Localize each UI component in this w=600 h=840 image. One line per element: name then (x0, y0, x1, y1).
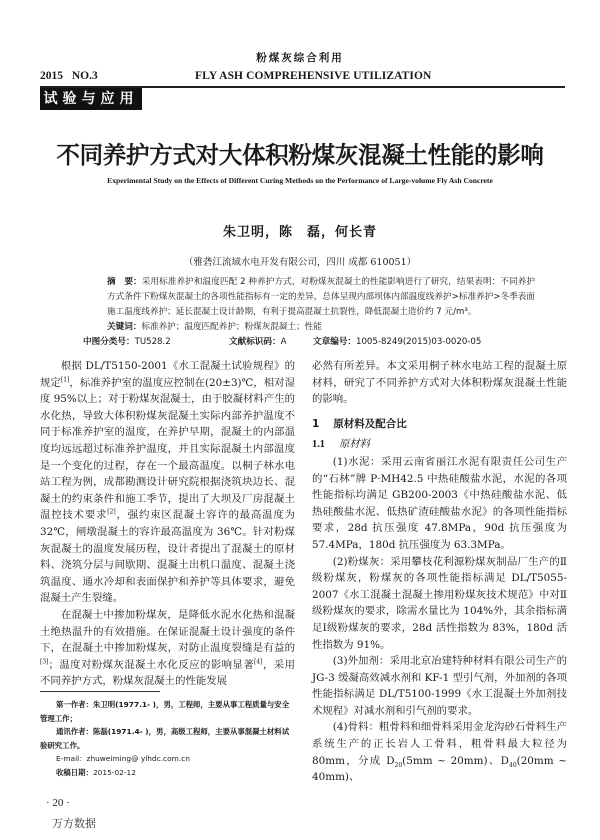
email[interactable]: E-mail：zhuweiming@ ylhdc.com.cn (56, 754, 190, 763)
paper-title-en: Experimental Study on the Effects of Different Curing Methods on the Performance of Large-volume Fly Ash Concrete (107, 176, 493, 185)
list-item-aggregate: (4)骨料：粗骨料和细骨料采用金龙沟砂石骨料生产系统生产的正长岩人工骨料，粗骨料最大粒径为 80mm，分成 $D_{20}(5mm$ ~ 20mm)、$D_{40}(20mm$ ~ 40mm)、 (312, 721, 567, 784)
footnote-divider (40, 691, 160, 692)
citation-1[interactable]: [1] (60, 376, 70, 384)
doc-code-label: 文献标识码： (229, 337, 281, 347)
footnotes (40, 698, 295, 779)
paragraph: 根据 DL/T5150-2001《水工混凝土试验规程》的规定[1]，标准养护室的温度应控制在(20±3)℃，相对湿度 95%以上；对于粉煤灰混凝土，由于胶凝材料产生的水化热，导致大体积粉煤灰混凝土实际内部养护温度不同于标准养护室的温度，在养护早期，混凝土的内部温度均远远超过标准养护温度，并且实际混凝土内部温度是一个变化的过程，存在一个最高温度。以桐子林水电站工程为例，成都勘测设计研究院根据浇筑块边长、混凝土的约束条件和施工季节，提出了大坝及厂房混凝土温控技术要求[2]，强约束区混凝土容许的最高温度为 32℃，闸墩混凝土的容许最高温度为 36℃。针对粉煤灰混凝土的温度发展历程，设计者提出了混凝土的原材料、浇筑分层与间歇期、混凝土出机口温度、混凝土浇筑温度、通水冷却和表面保护和养护等具体要求，避免混凝土产生裂缝。 (40, 360, 296, 605)
corr-author-label: 通讯作者： (56, 727, 93, 736)
doc-code-value: A (280, 337, 287, 347)
section-banner: 试验与应用 (40, 88, 142, 110)
authors: 朱卫明，陈 磊，何长青 (222, 225, 377, 240)
abstract-label: 摘 要： (107, 277, 142, 287)
journal-name-en: FLY ASH COMPREHENSIVE UTILIZATION (195, 70, 432, 82)
keywords: 标准养护；温度匹配养护；粉煤灰混凝土；性能 (141, 322, 322, 332)
paper-title-cn: 不同养护方式对大体积粉煤灰混凝土性能的影响 (56, 141, 544, 169)
list-item-fly-ash: (2)粉煤灰：采用攀枝花利源粉煤灰制品厂生产的Ⅱ级粉煤灰，粉煤灰的各项性能指标满足 DL/T5055-2007《水工混凝土混凝土掺用粉煤灰技术规范》中对Ⅱ级粉煤灰的要求，除需水量比为 104%外，其余指标满足Ⅰ级粉煤灰的要求，28d 活性指数为 83%，180d 活性指数为 91%。 (312, 555, 567, 651)
abstract-text: 采用标准养护和温度匹配 2 种养护方式，对粉煤灰混凝土的性能影响进行了研究，结果表明：不同养护方式条件下粉煤灰混凝土的各项性能指标有一定的差异，总体呈现内部坝体内部温度线养护>标准养护>冬季表面施工温度线养护；延长混凝土设计龄期，有利于提高混凝土抗裂性，降低混凝土造价约 7 元/m³。 (107, 277, 535, 317)
body-column-right (312, 358, 567, 786)
journal-name-cn: 粉煤灰综合利用 (256, 52, 344, 64)
paragraph: 必然有所差异。本文采用桐子林水电站工程的混凝土原材料，研究了不同养护方式对大体积粉煤灰混凝土性能的影响。 (312, 360, 567, 406)
list-item-admixture: (3)外加剂：采用北京冶建特种材料有限公司生产的 JG-3 缓凝高效减水剂和 KF-1 型引气剂，外加剂的各项性能指标满足 DL/T5100-1999《水工混凝土外加剂技术规程》对减水剂和引气剂的要求。 (312, 655, 567, 717)
watermark: 万方数据 (52, 817, 96, 830)
citation-4[interactable]: [4] (254, 658, 263, 666)
clc-label: 中图分类号： (83, 337, 135, 347)
paragraph: 在混凝土中掺加粉煤灰，是降低水泥水化热和混凝土绝热温升的有效措施。在保证混凝土设计强度的条件下，在混凝土中掺加粉煤灰，对防止温度裂缝是有益的[3]；温度对粉煤灰混凝土水化反应的影响显著[4]，采用不同养护方式，粉煤灰混凝土的性能发展 (40, 608, 296, 688)
article-no-value: 1005-8249(2015)03-0020-05 (355, 337, 482, 347)
section-heading-1: 1 原材料及配合比 (312, 417, 407, 430)
citation-3[interactable]: [3] (40, 658, 49, 666)
page-number: · 20 · (46, 797, 70, 809)
corr-author-info: 陈磊(1971.4- )，男，高级工程师，主要从事混凝土材料试验研究工作。 (40, 727, 290, 750)
keywords-label: 关键词： (107, 322, 142, 332)
article-meta (83, 335, 535, 347)
article-no-label: 文章编号： (313, 337, 356, 347)
citation-2[interactable]: [2] (107, 508, 116, 516)
list-item-cement: (1)水泥：采用云南省丽江水泥有限责任公司生产的“石林”牌 P·MH42.5 中热硅酸盐水泥，水泥的各项性能指标均满足 GB200-2003《中热硅酸盐水泥、低热硅酸盐水泥、低热矿渣硅酸盐水泥》的各项性能指标要求，28d 抗压强度 47.8MPa，90d 抗压强度为 57.4MPa，180d 抗压强度为 63.3MPa。 (312, 455, 567, 551)
first-author-label: 第一作者： (56, 700, 93, 709)
affiliation: （雅砻江流域水电开发有限公司，四川 成都 610051） (183, 257, 417, 268)
issue-number: 2015 NO.3 (40, 70, 98, 82)
received-date: 2015-02-12 (92, 767, 136, 777)
clc-value: TU528.2 (134, 337, 171, 347)
first-author-info: 朱卫明(1977.1- )，男，工程师，主要从事工程质量与安全管理工作； (40, 700, 290, 723)
body-column-left (40, 358, 295, 690)
received-label: 收稿日期： (56, 767, 93, 777)
subsection-heading-1-1: 1.1 原材料 (312, 438, 371, 451)
abstract (83, 275, 535, 335)
